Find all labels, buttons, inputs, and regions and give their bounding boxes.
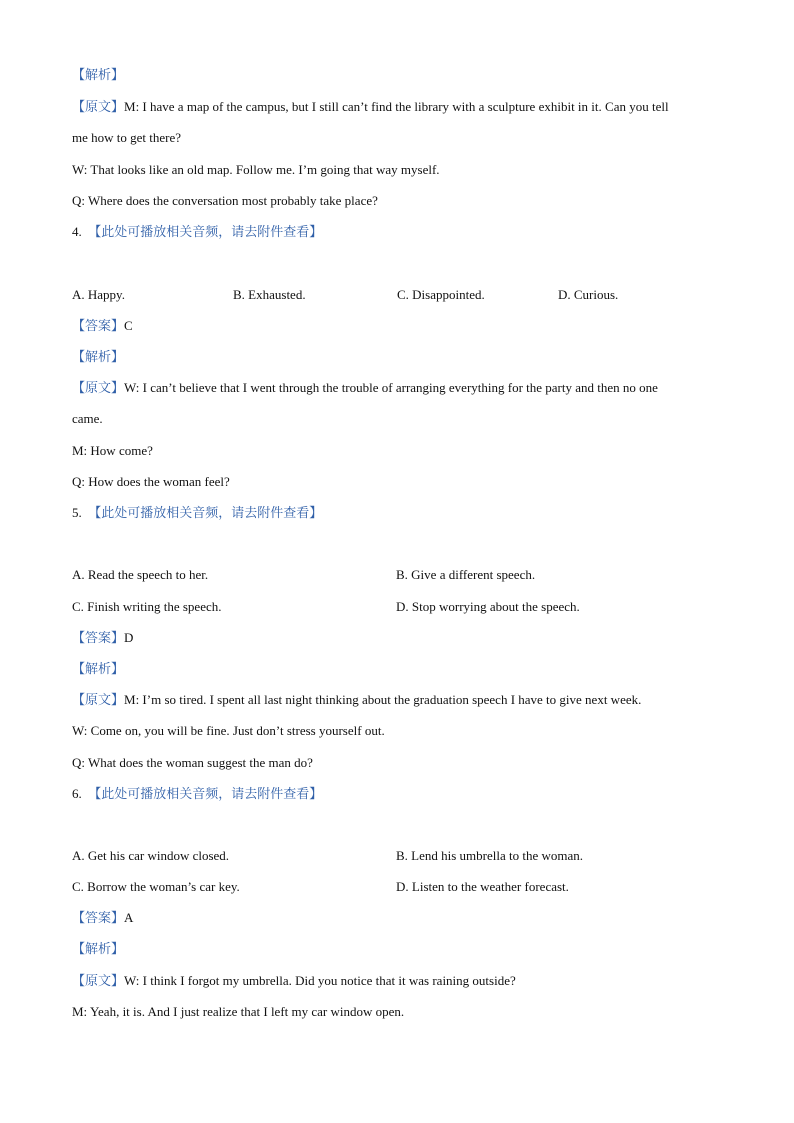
analysis-heading: 【解析】 [72,941,125,956]
option-b: B. Give a different speech. [396,567,536,582]
transcript-line: me how to get there? [72,130,182,145]
transcript-line: 【原文】M: I have a map of the campus, but I still can’t find the library with a sculpture exhibit in it. Can you tell [72,99,669,114]
transcript-line: 【原文】W: I think I forgot my umbrella. Did you notice that it was raining outside? [72,973,516,988]
answer-line: 【答案】C [72,318,133,333]
question-line: Q: Where does the conversation most probably take place? [72,193,378,208]
option-a: A. Get his car window closed. [72,848,230,863]
answer-line: 【答案】D [72,630,134,645]
audio-placeholder: 【此处可播放相关音频，请去附件查看】 [88,505,323,520]
option-d: D. Curious. [558,287,619,302]
option-c: C. Borrow the woman’s car key. [72,879,240,894]
option-d: D. Listen to the weather forecast. [396,879,569,894]
option-a: A. Happy. [72,287,125,302]
option-b: B. Exhausted. [233,287,306,302]
option-c: C. Disappointed. [397,287,485,302]
option-b: B. Lend his umbrella to the woman. [396,848,584,863]
option-d: D. Stop worrying about the speech. [396,599,580,614]
analysis-heading: 【解析】 [72,661,125,676]
transcript-line: came. [72,411,103,426]
question-number-6: 6. 【此处可播放相关音频，请去附件查看】 [72,786,323,801]
question-line: Q: How does the woman feel? [72,474,230,489]
transcript-line: 【原文】M: I’m so tired. I spent all last night thinking about the graduation speech I have to give next week. [72,692,642,707]
question-line: Q: What does the woman suggest the man do? [72,755,313,770]
question-number-5: 5. 【此处可播放相关音频，请去附件查看】 [72,505,323,520]
transcript-line: W: That looks like an old map. Follow me. I’m going that way myself. [72,162,440,177]
analysis-heading: 【解析】 [72,67,125,82]
transcript-line: 【原文】W: I can’t believe that I went through the trouble of arranging everything for the party and then no one [72,380,658,395]
option-c: C. Finish writing the speech. [72,599,222,614]
transcript-line: W: Come on, you will be fine. Just don’t stress yourself out. [72,723,385,738]
transcript-line: M: Yeah, it is. And I just realize that I left my car window open. [72,1004,405,1019]
option-a: A. Read the speech to her. [72,567,209,582]
question-number-4: 4. 【此处可播放相关音频，请去附件查看】 [72,224,323,239]
analysis-heading: 【解析】 [72,349,125,364]
transcript-line: M: How come? [72,443,153,458]
audio-placeholder: 【此处可播放相关音频，请去附件查看】 [88,786,323,801]
audio-placeholder: 【此处可播放相关音频，请去附件查看】 [88,224,323,239]
answer-line: 【答案】A [72,910,134,925]
